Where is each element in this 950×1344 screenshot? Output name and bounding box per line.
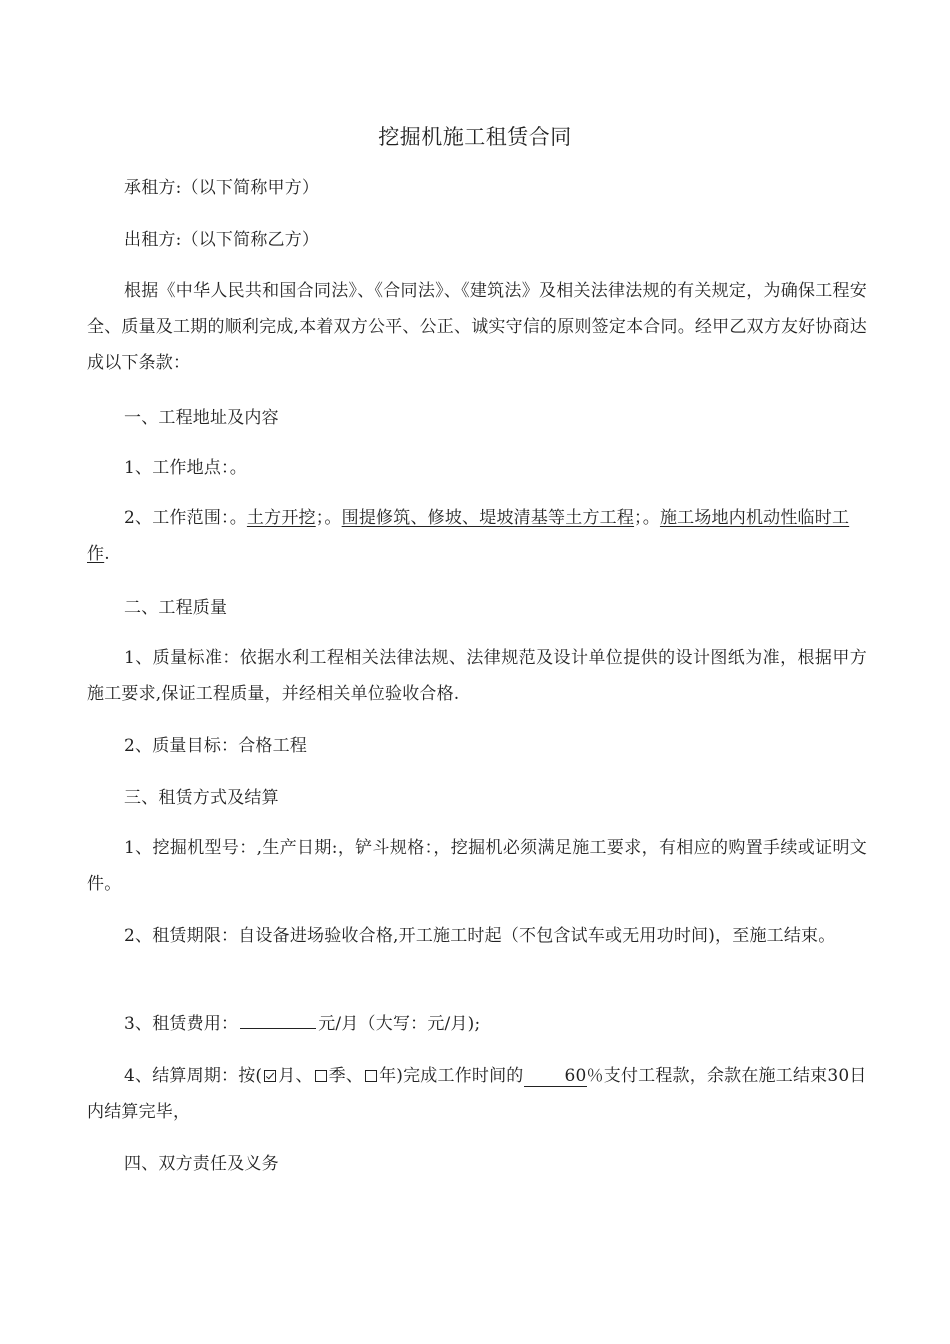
lessee-line: 承租方:（以下简称甲方） — [124, 178, 320, 198]
scope-item-3: 施工场地内机动性临时工作 — [87, 508, 850, 564]
option-month: 月、 — [278, 1066, 313, 1086]
option-year: 年)完成工作时间的 — [379, 1066, 524, 1086]
document-title: 挖掘机施工租赁合同 — [378, 125, 572, 149]
section-2-heading: 二、工程质量 — [124, 598, 228, 618]
work-location: 1、工作地点：。 — [124, 458, 247, 478]
section-3-heading: 三、租赁方式及结算 — [124, 788, 279, 808]
scope-end: . — [104, 544, 110, 564]
fee-suffix: 元/月（大写：元/月); — [318, 1014, 481, 1034]
scope-item-1: 土方开挖 — [246, 508, 316, 528]
quality-standard: 1、质量标准：依据水利工程相关法律法规、法律规范及设计单位提供的设计图纸为准，根据甲方施工要求,保证工程质量，并经相关单位验收合格. — [87, 648, 867, 704]
option-quarter: 季、 — [328, 1066, 364, 1086]
excavator-model: 1、挖掘机型号：,生产日期:，铲斗规格：，挖掘机必须满足施工要求，有相应的购置手续或证明文件。 — [87, 838, 867, 894]
fee-blank-field[interactable] — [240, 1008, 316, 1029]
lease-term: 2、租赁期限：自设备进场验收合格,开工施工时起（不包含试车或无用功时间)，至施工结束。 — [124, 926, 836, 946]
work-scope — [87, 500, 867, 572]
scope-separator-2: ；。 — [634, 508, 660, 528]
scope-item-2: 围提修筑、修坡、堤坡清基等土方工程 — [341, 508, 635, 528]
section-4-heading: 四、双方责任及义务 — [124, 1154, 279, 1174]
lease-fee — [87, 1006, 867, 1042]
scope-prefix: 2、工作范围：。 — [124, 508, 247, 528]
scope-separator-1: ；。 — [315, 508, 342, 528]
checkbox-quarter[interactable] — [315, 1070, 327, 1082]
preamble-paragraph: 根据《中华人民共和国合同法》、《合同法》、《建筑法》及相关法律法规的有关规定，为确保工程安全、质量及工期的顺利完成,本着双方公平、公正、诚实守信的原则签定本合同。经甲乙双方友好协商达成以下条款： — [87, 281, 867, 373]
checkbox-year[interactable] — [365, 1070, 377, 1082]
fee-prefix: 3、租赁费用： — [124, 1014, 239, 1034]
checkbox-month[interactable] — [264, 1070, 276, 1082]
settlement-cycle — [87, 1058, 867, 1130]
quality-target: 2、质量目标：合格工程 — [124, 736, 308, 756]
payment-percent: 60 — [524, 1066, 587, 1087]
settle-prefix: 4、结算周期：按( — [124, 1066, 263, 1086]
section-1-heading: 一、工程地址及内容 — [124, 408, 279, 428]
settle-suffix: ％支付工程款，余款在施工结束30日内结算完毕， — [87, 1066, 867, 1122]
lessor-line: 出租方:（以下简称乙方） — [124, 230, 320, 250]
